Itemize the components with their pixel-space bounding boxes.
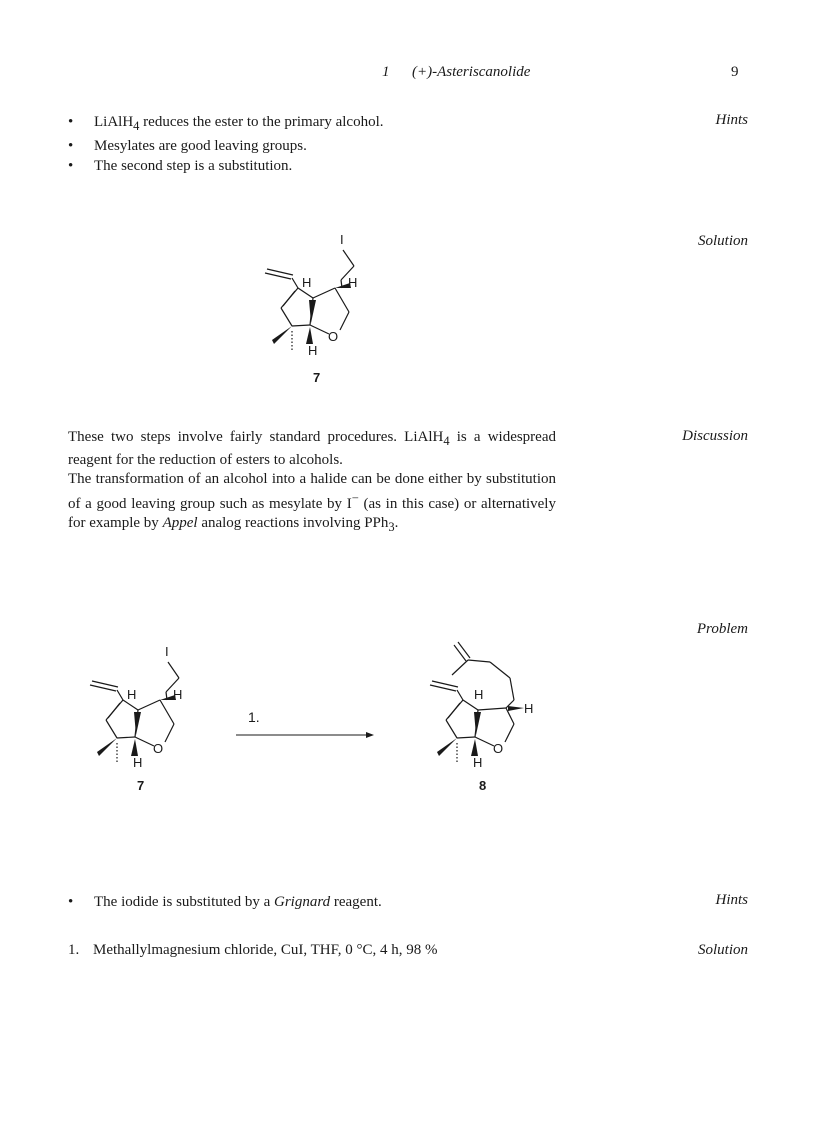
running-header	[382, 64, 530, 81]
structure-compound-8	[430, 642, 533, 793]
chapter-title: (+)-Asteriscanolide	[412, 64, 531, 80]
chapter-number: 1	[382, 64, 390, 80]
reaction-scheme	[78, 640, 598, 800]
svg-text:H: H	[302, 275, 312, 290]
hints-label: Hints	[715, 112, 748, 128]
svg-text:O: O	[328, 329, 339, 344]
hints-label: Hints	[715, 892, 748, 908]
solution-step-number: 1.	[68, 942, 80, 958]
compound-number-7: 7	[137, 778, 145, 793]
reaction-arrow	[236, 709, 374, 738]
discussion-paragraph: The transformation of an alcohol into a halide can be done either by substitution of a good leaving group such as mesylate by I− (as in this case) or alternatively for example by Appel analog reactions involving PPh$_3$.	[68, 471, 556, 534]
structure-compound-7	[90, 644, 182, 793]
svg-text:H: H	[473, 755, 483, 770]
compound-number-8: 8	[479, 778, 487, 793]
reagent-step-label: 1.	[248, 709, 260, 725]
svg-text:H: H	[348, 275, 358, 290]
problem-label: Problem	[696, 621, 748, 637]
structure-compound-7	[255, 228, 375, 388]
solution-step-text: Methallylmagnesium chloride, CuI, THF, 0 °C, 4 h, 98 %	[93, 942, 438, 958]
solution-label: Solution	[697, 942, 748, 958]
svg-text:H: H	[308, 343, 318, 358]
page-number: 9	[731, 64, 739, 80]
svg-text:I: I	[165, 644, 169, 659]
discussion-text	[68, 428, 556, 537]
hint-item: • LiAlH$_4$ reduces the ester to the primary alcohol.	[68, 112, 384, 136]
svg-text:O: O	[153, 741, 164, 756]
hint-item: • The second step is a substitution.	[68, 156, 384, 176]
svg-text:H: H	[524, 701, 534, 716]
svg-text:H: H	[474, 687, 484, 702]
svg-text:H: H	[127, 687, 137, 702]
solution-label: Solution	[697, 233, 748, 249]
hint-item: • Mesylates are good leaving groups.	[68, 136, 384, 156]
svg-text:I: I	[340, 232, 344, 247]
solution-step	[68, 942, 438, 959]
hints-list	[68, 112, 384, 176]
svg-text:O: O	[493, 741, 504, 756]
hints-list	[68, 892, 382, 912]
svg-text:H: H	[133, 755, 143, 770]
discussion-paragraph: These two steps involve fairly standard procedures. LiAlH$_4$ is a widespread reagent for the reduction of esters to alcohols.	[68, 429, 556, 468]
hint-item: • The iodide is substituted by a Grignard reagent.	[68, 892, 382, 912]
svg-text:H: H	[173, 687, 183, 702]
discussion-label: Discussion	[682, 428, 748, 444]
compound-number-7: 7	[313, 370, 321, 385]
